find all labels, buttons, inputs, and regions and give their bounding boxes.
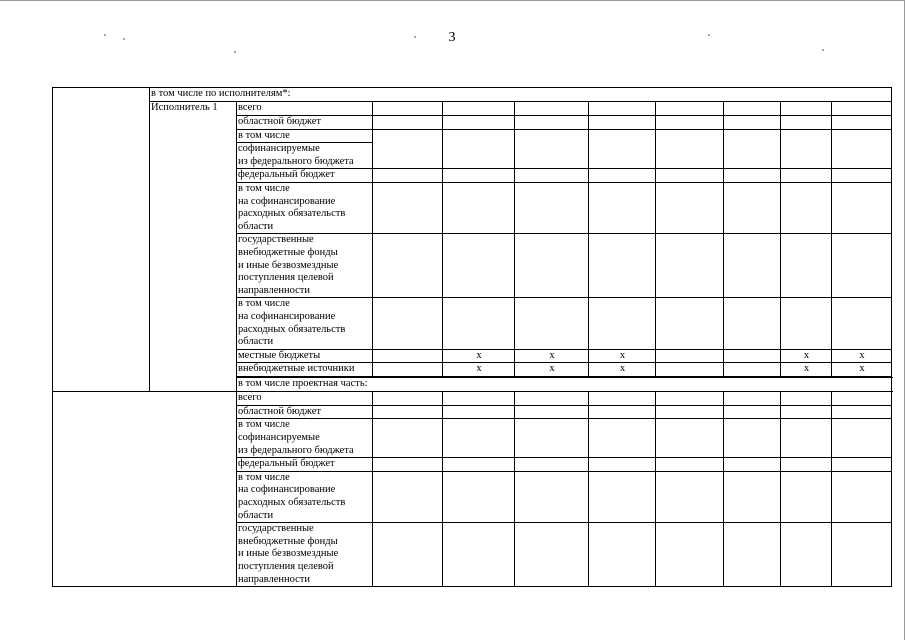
section-heading-project: в том числе проектная часть: [237,377,892,391]
row-label-cofin-obligations: в том числе [237,298,373,311]
scan-edge-top [0,0,905,1]
mark-x: х [589,349,656,363]
data-cell [656,129,724,169]
data-cell [656,363,724,377]
row-label-line: области [237,221,373,234]
data-cell [781,471,832,522]
data-cell [832,419,892,458]
row-label-line: из федерального бюджета [237,156,373,169]
data-cell [724,471,781,522]
data-cell [589,234,656,298]
data-cell [589,102,656,116]
data-cell [832,234,892,298]
row-label-line: направленности [237,574,373,587]
mark-x: х [589,363,656,377]
data-cell [656,523,724,587]
data-cell [832,102,892,116]
data-cell [781,298,832,349]
data-cell [781,129,832,169]
data-cell [656,102,724,116]
row-label-line: расходных обязательств [237,208,373,221]
data-cell [781,102,832,116]
data-cell [589,523,656,587]
row-label-line: софинансируемые [237,432,373,445]
row-label-line: на софинансирование [237,196,373,209]
data-cell [656,116,724,130]
data-cell [832,116,892,130]
data-cell [589,182,656,233]
data-cell [724,363,781,377]
mark-x: х [832,349,892,363]
data-cell [724,419,781,458]
data-cell [781,405,832,419]
data-cell [373,405,443,419]
data-cell [589,298,656,349]
budget-table [52,87,892,587]
data-cell [443,298,515,349]
scan-speck [104,34,106,36]
mark-x: х [781,349,832,363]
row-label-line: расходных обязательств [237,497,373,510]
row-label-line: внебюджетные фонды [237,247,373,260]
row-label-line: направленности [237,285,373,298]
row-label-line: поступления целевой [237,272,373,285]
row-label-total: всего [237,391,373,405]
data-cell [724,458,781,472]
data-cell [724,523,781,587]
executor-label: Исполнитель 1 [150,102,237,392]
row-label-line: и иные безвозмездные [237,548,373,561]
blank-label-cell [53,391,237,586]
first-column-cell [53,88,150,392]
row-label-cofin-federal: в том числе [237,419,373,432]
data-cell [781,116,832,130]
data-cell [373,523,443,587]
data-cell [589,169,656,183]
row-label-federal: федеральный бюджет [237,169,373,183]
scan-speck [822,49,824,51]
data-cell [724,391,781,405]
mark-x: х [443,349,515,363]
row-label-cofin-obligations: в том числе [237,182,373,195]
row-label-state-funds: государственные [237,523,373,536]
row-label-state-funds: государственные [237,234,373,247]
row-label-line: и иные безвозмездные [237,260,373,273]
data-cell [443,169,515,183]
row-label-line: области [237,510,373,523]
data-cell [724,405,781,419]
data-cell [589,391,656,405]
data-cell [443,234,515,298]
data-cell [373,102,443,116]
page-number: 3 [448,30,456,45]
data-cell [443,116,515,130]
data-cell [373,363,443,377]
row-label-local: местные бюджеты [237,349,373,363]
data-cell [656,471,724,522]
data-cell [724,298,781,349]
data-cell [515,169,589,183]
data-cell [832,458,892,472]
data-cell [373,419,443,458]
row-label-line: области [237,336,373,349]
data-cell [656,405,724,419]
mark-x: х [443,363,515,377]
data-cell [724,129,781,169]
data-cell [724,169,781,183]
data-cell [515,298,589,349]
data-cell [656,391,724,405]
data-cell [373,458,443,472]
data-cell [832,471,892,522]
data-cell [781,458,832,472]
data-cell [443,102,515,116]
data-cell [373,234,443,298]
data-cell [515,129,589,169]
row-label-line: на софинансирование [237,484,373,497]
data-cell [373,129,443,169]
scan-speck [234,51,236,53]
data-cell [781,169,832,183]
mark-x: х [781,363,832,377]
data-cell [443,405,515,419]
row-label-line: на софинансирование [237,311,373,324]
data-cell [443,458,515,472]
data-cell [443,391,515,405]
mark-x: х [832,363,892,377]
data-cell [832,182,892,233]
data-cell [589,116,656,130]
row-label-cofin-obligations: в том числе [237,471,373,484]
data-cell [724,349,781,363]
data-cell [373,471,443,522]
data-cell [781,234,832,298]
data-cell [656,349,724,363]
row-label-federal: федеральный бюджет [237,458,373,472]
data-cell [781,391,832,405]
data-cell [589,129,656,169]
data-cell [443,129,515,169]
row-label-offbudget: внебюджетные источники [237,363,373,377]
data-cell [589,458,656,472]
section-heading-executors: в том числе по исполнителям*: [150,88,892,102]
data-cell [832,298,892,349]
row-label-line: поступления целевой [237,561,373,574]
data-cell [515,234,589,298]
data-cell [373,349,443,363]
row-label-regional: областной бюджет [237,405,373,419]
data-cell [832,405,892,419]
data-cell [515,116,589,130]
data-cell [656,298,724,349]
data-cell [656,419,724,458]
scan-speck [414,36,416,38]
row-label-cofin-federal: в том числе [237,129,373,143]
data-cell [832,391,892,405]
data-cell [515,419,589,458]
data-cell [724,234,781,298]
data-cell [724,102,781,116]
data-cell [781,419,832,458]
data-cell [373,182,443,233]
mark-x: х [515,349,589,363]
data-cell [515,405,589,419]
data-cell [656,234,724,298]
scan-speck [123,38,125,40]
data-cell [515,458,589,472]
data-cell [832,169,892,183]
scan-speck [708,34,710,36]
data-cell [373,116,443,130]
row-label-line: из федерального бюджета [237,445,373,458]
data-cell [443,419,515,458]
mark-x: х [515,363,589,377]
data-cell [589,471,656,522]
data-cell [656,458,724,472]
row-label-line: расходных обязательств [237,324,373,337]
data-cell [832,523,892,587]
data-cell [832,129,892,169]
data-cell [515,182,589,233]
data-cell [589,419,656,458]
data-cell [373,391,443,405]
data-cell [781,523,832,587]
data-cell [781,182,832,233]
row-label-line: софинансируемые [237,143,373,156]
row-label-regional: областной бюджет [237,116,373,130]
data-cell [443,523,515,587]
data-cell [656,169,724,183]
row-label-line: внебюджетные фонды [237,536,373,549]
row-label-total: всего [237,102,373,116]
data-cell [724,182,781,233]
data-cell [373,169,443,183]
data-cell [443,182,515,233]
data-cell [373,298,443,349]
data-cell [443,471,515,522]
data-cell [656,182,724,233]
data-cell [589,405,656,419]
data-cell [515,102,589,116]
data-cell [515,523,589,587]
data-cell [515,471,589,522]
data-cell [515,391,589,405]
data-cell [724,116,781,130]
